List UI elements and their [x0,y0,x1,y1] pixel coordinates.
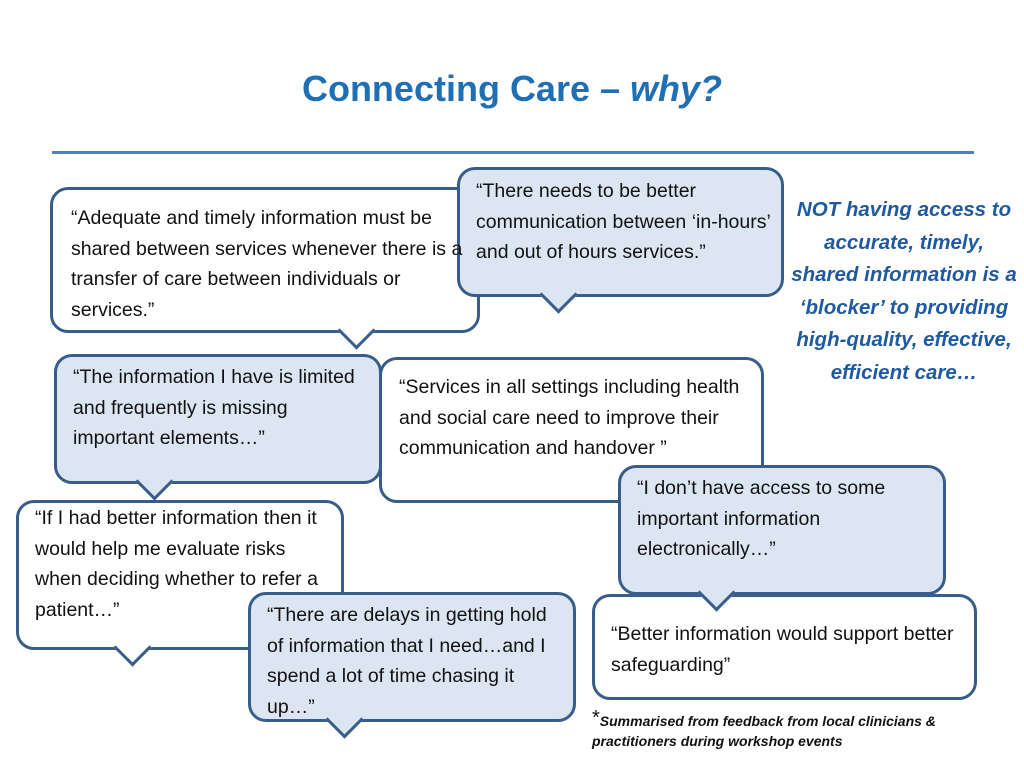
footnote-text: Summarised from feedback from local clinicians & practitioners during workshop events [592,713,936,749]
quote-text: “There are delays in getting hold of information that I need…and I spend a lot of time chasing it up…” [267,604,547,718]
title-emphasis: why? [630,68,723,109]
quote-bubble-information-delays [248,592,576,722]
quote-text: “If I had better information then it would help me evaluate risks when deciding whether to refer a patient…” [35,507,318,621]
footnote [592,708,1012,751]
bubble-tail [539,275,577,313]
quote-text: “Better information would support better safeguarding” [611,623,954,676]
bubble-tail [113,628,151,666]
footnote-marker: * [592,707,600,729]
quote-bubble-limited-information [54,354,382,484]
quote-text: “I don’t have access to some important information electronically…” [637,477,886,560]
slide-title [0,68,1024,110]
quote-bubble-no-electronic-access [618,465,946,595]
bubble-tail [135,462,173,500]
quote-text: “Adequate and timely information must be shared between services whenever there is a transfer of care between individuals or services.” [71,207,463,321]
quote-text: “Services in all settings including health and social care need to improve their communication and handover ” [399,376,740,459]
title-main: Connecting Care – [301,68,631,109]
quote-bubble-better-communication [457,167,784,297]
quote-text: “The information I have is limited and frequently is missing important elements…” [73,366,355,449]
key-message: NOT having access to accurate, timely, shared information is a ‘blocker’ to providing high-quality, effective, efficient care… [791,198,1017,384]
title-divider [52,151,974,154]
quote-bubble-safeguarding [592,594,977,700]
quote-text: “There needs to be better communication between ‘in-hours’ and out of hours services.” [476,180,771,263]
quote-bubble-adequate-information [50,187,480,333]
